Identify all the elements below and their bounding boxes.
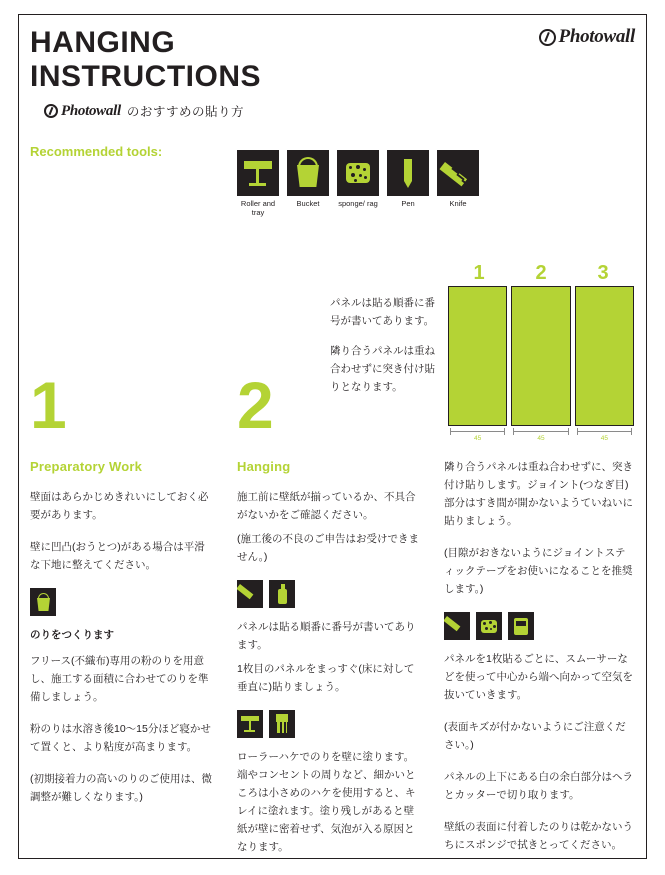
step-1-p2: 壁に凹凸(おうとつ)がある場合は平滑な下地に整えてください。 bbox=[30, 541, 205, 571]
step-1-p1: 壁面はあらかじめきれいにしておく必要があります。 bbox=[30, 491, 209, 521]
step-2-icons-c bbox=[444, 612, 634, 640]
brush-icon bbox=[269, 710, 295, 738]
panel-measure bbox=[448, 427, 507, 441]
step-2-col3-p5: パネルの上下にある白の余白部分はヘラとカッターで切り取ります。 bbox=[444, 771, 633, 801]
step-2-column bbox=[237, 458, 419, 870]
bucket-icon bbox=[287, 150, 329, 196]
photowall-mark-icon bbox=[539, 29, 556, 46]
panel-3 bbox=[575, 286, 634, 426]
title-line-2: INSTRUCTIONS bbox=[30, 60, 261, 93]
step-1-column bbox=[30, 458, 212, 820]
step-2-col3-p1: 隣り合うパネルは重ね合わせずに、突き付け貼りします。ジョイント(つなぎ目)部分はすき間が開かないようていねいに貼りましょう。 bbox=[444, 461, 633, 527]
step-1-heading: Preparatory Work bbox=[30, 459, 143, 474]
tool-bucket bbox=[287, 150, 329, 217]
step-2-p3: パネルは貼る順番に番号が書いてあります。 bbox=[237, 621, 416, 651]
photowall-wordmark: Photowall bbox=[558, 26, 635, 47]
panel-note-1: パネルは貼る順番に番号が書いてあります。 bbox=[330, 297, 435, 327]
panel-2 bbox=[511, 286, 570, 426]
panel-measurements bbox=[448, 427, 634, 441]
step-2-icons-a bbox=[237, 580, 419, 608]
step-2-col3-p2: (目隙がおきないようにジョイントスティックテープをお使いになることを推奨します。) bbox=[444, 547, 633, 595]
step-2-column-continued bbox=[444, 458, 634, 868]
tool-caption: Knife bbox=[449, 199, 467, 208]
panel-number: 3 bbox=[597, 262, 609, 284]
step-2-p1: 施工前に壁紙が揃っているか、不具合がないかをご確認ください。 bbox=[237, 491, 416, 521]
paint-roller-icon bbox=[237, 710, 263, 738]
tool-caption: sponge/ rag bbox=[338, 199, 378, 208]
panel-1 bbox=[448, 286, 507, 426]
panel-measure bbox=[511, 427, 570, 441]
step-2-heading: Hanging bbox=[237, 459, 291, 474]
tool-sponge-rag bbox=[337, 150, 379, 217]
bucket-icon bbox=[30, 588, 56, 616]
panel-measure-label: 45 bbox=[534, 434, 547, 443]
tool-caption: Bucket bbox=[296, 199, 320, 208]
panel-number: 2 bbox=[535, 262, 547, 284]
step-2-col3-p4: (表面キズが付かないようにご注意ください。) bbox=[444, 721, 626, 751]
smoother-icon bbox=[508, 612, 534, 640]
tool-caption: Roller and tray bbox=[240, 199, 276, 217]
panel-measure-label: 45 bbox=[598, 434, 611, 443]
subtitle-text: のおすすめの貼り方 bbox=[126, 105, 244, 119]
recommended-tools-label: Recommended tools: bbox=[30, 144, 163, 159]
panels-illustration bbox=[448, 286, 634, 426]
tool-caption: Pen bbox=[401, 199, 415, 208]
pen-icon bbox=[387, 150, 429, 196]
panel-numbers bbox=[448, 262, 634, 285]
step-2-col3-p6: 壁紙の表面に付着したのりは乾かないうちにスポンジで拭きとってください。 bbox=[444, 821, 633, 851]
photowall-mark-icon bbox=[44, 104, 58, 118]
tool-knife bbox=[437, 150, 479, 217]
sponge-icon bbox=[476, 612, 502, 640]
step-2-col3-p3: パネルを1枚貼るごとに、スムーサーなどを使って中心から端へ向かって空気を抜いていきます。 bbox=[444, 653, 633, 701]
knife-icon bbox=[237, 580, 263, 608]
knife-icon bbox=[437, 150, 479, 196]
paint-roller-and-tray-icon bbox=[237, 150, 279, 196]
panel-measure-label: 45 bbox=[471, 434, 484, 443]
panel-note-2: 隣り合うパネルは重ね合わせずに突き付け貼りとなります。 bbox=[330, 345, 435, 393]
step-1-sub-heading: のりをつくります bbox=[30, 629, 114, 641]
step-2-p2: (施工後の不良のご申告はお受けできません。) bbox=[237, 533, 419, 563]
step-1-p4: 粉のりは水溶き後10〜15分ほど寝かせて置くと、より粘度が高まります。 bbox=[30, 723, 211, 753]
step-2-icons-b bbox=[237, 710, 419, 738]
tool-pen bbox=[387, 150, 429, 217]
step-1-icons bbox=[30, 588, 212, 616]
step-1-p5: (初期接着力の高いのりのご使用は、微調整が難しくなります。) bbox=[30, 773, 212, 803]
tools-row bbox=[237, 150, 479, 217]
sponge-rag-icon bbox=[337, 150, 379, 196]
panel-notes bbox=[330, 294, 442, 408]
panel-number: 1 bbox=[473, 262, 485, 284]
panel-measure bbox=[575, 427, 634, 441]
step-number-1: 1 bbox=[30, 368, 67, 442]
step-1-p3: フリース(不織布)専用の粉のりを用意し、施工する面積に合わせてのりを準備しましょう。 bbox=[30, 655, 209, 703]
step-number-2: 2 bbox=[237, 368, 274, 442]
photowall-logo-header bbox=[539, 26, 635, 48]
photowall-logo-small bbox=[44, 103, 121, 120]
knife-icon bbox=[444, 612, 470, 640]
tool-roller-and-tray bbox=[237, 150, 279, 217]
glue-bottle-icon bbox=[269, 580, 295, 608]
page-title bbox=[30, 26, 450, 120]
step-2-p4: 1枚目のパネルをまっすぐ(床に対して垂直に)貼りましょう。 bbox=[237, 663, 415, 693]
photowall-wordmark: Photowall bbox=[61, 102, 121, 119]
title-line-1: HANGING bbox=[30, 26, 176, 59]
subtitle bbox=[44, 102, 450, 120]
step-2-p5: ローラーハケでのりを壁に塗ります。端やコンセントの周りなど、細かいところは小さめのハケを使用すると、キレイに塗れます。塗り残しがあると壁紙が壁に密着せず、気泡が入る原因となります。 bbox=[237, 751, 416, 853]
